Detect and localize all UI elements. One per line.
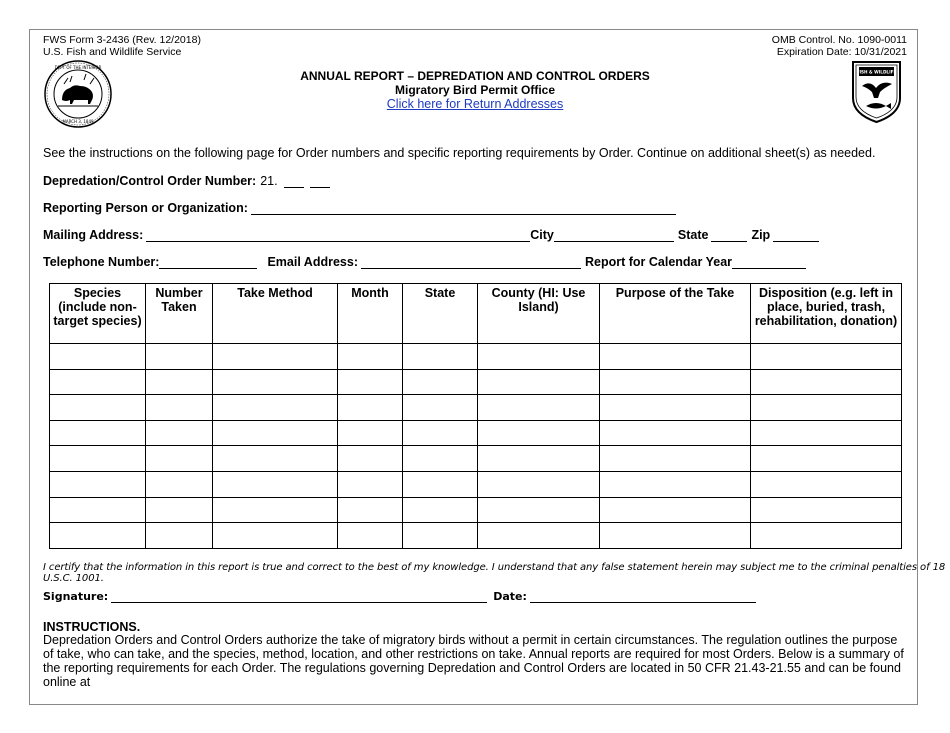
table-cell[interactable] [146,344,213,370]
telephone-label: Telephone Number: [43,255,160,269]
reporter-row [43,201,676,215]
table-cell[interactable] [600,395,751,421]
table-cell[interactable] [478,420,600,446]
table-cell[interactable] [403,523,478,549]
table-cell[interactable] [338,395,403,421]
table-cell[interactable] [403,344,478,370]
telephone-field[interactable] [159,257,257,269]
table-cell[interactable] [751,497,902,523]
table-cell[interactable] [213,471,338,497]
table-cell[interactable] [403,446,478,472]
signature-label: Signature: [43,590,109,603]
table-cell[interactable] [50,369,146,395]
table-cell[interactable] [600,471,751,497]
header-take-method: Take Method [213,284,338,344]
table-cell[interactable] [338,344,403,370]
table-cell[interactable] [213,523,338,549]
table-cell[interactable] [751,446,902,472]
take-report-table [49,283,902,549]
table-row [50,471,902,497]
svg-text:MARCH 3, 1849: MARCH 3, 1849 [62,119,94,124]
table-cell[interactable] [50,344,146,370]
table-cell[interactable] [478,395,600,421]
table-cell[interactable] [403,395,478,421]
mailing-row [43,228,819,242]
table-cell[interactable] [338,497,403,523]
table-cell[interactable] [751,420,902,446]
state-label: State [677,228,709,242]
order-number-label: Depredation/Control Order Number: [43,174,257,188]
state-field[interactable] [711,230,747,242]
table-row [50,523,902,549]
table-cell[interactable] [338,471,403,497]
header-purpose: Purpose of the Take [600,284,751,344]
table-cell[interactable] [478,446,600,472]
table-cell[interactable] [600,420,751,446]
mailing-label: Mailing Address: [43,228,144,242]
instructions-heading: INSTRUCTIONS. [43,620,141,634]
svg-text:FISH & WILDLIFE: FISH & WILDLIFE [856,69,897,75]
table-cell[interactable] [403,369,478,395]
email-field[interactable] [361,257,581,269]
table-cell[interactable] [50,420,146,446]
intro-text: See the instructions on the following page for Order numbers and specific reporting requirements by Order. Continue on additional sheet(s) as needed. [43,146,876,160]
table-cell[interactable] [213,344,338,370]
table-cell[interactable] [50,395,146,421]
header-species: Species (include non-target species) [50,284,146,344]
table-cell[interactable] [50,446,146,472]
table-cell[interactable] [50,523,146,549]
table-cell[interactable] [338,369,403,395]
city-label: City [530,228,554,242]
table-row [50,395,902,421]
table-cell[interactable] [600,523,751,549]
table-cell[interactable] [478,344,600,370]
table-cell[interactable] [213,420,338,446]
table-cell[interactable] [478,471,600,497]
table-cell[interactable] [600,369,751,395]
date-field[interactable] [530,591,756,603]
table-row [50,420,902,446]
header-number-taken: Number Taken [146,284,213,344]
table-cell[interactable] [50,471,146,497]
header-state: State [403,284,478,344]
table-cell[interactable] [751,395,902,421]
agency-name: U.S. Fish and Wildlife Service [43,46,182,58]
date-label: Date: [493,590,527,603]
instructions-body: Depredation Orders and Control Orders authorize the take of migratory birds without a permit in certain circumstances. The regulation outlines the purpose of take, who can take, and the species, method, location, and other restrictions on take. Annual reports are required for most Orders. Below is a summary of the reporting requirements for each Order. The regulations governing Depredation and Control Orders are located in 50 CFR 21.43-21.55 and can be found online at [43,633,904,689]
zip-label: Zip [751,228,771,242]
reporter-label: Reporting Person or Organization: [43,201,248,215]
order-number-row [43,174,330,188]
certification-statement: I certify that the information in this report is true and correct to the best of my knowledge. I understand that any false statement herein may subject me to the criminal penalties of 18 U.S.C. 1001. [43,562,946,584]
table-cell[interactable] [478,497,600,523]
table-cell[interactable] [146,523,213,549]
table-cell[interactable] [338,446,403,472]
table-cell[interactable] [338,420,403,446]
form-number: FWS Form 3-2436 (Rev. 12/2018) [43,34,201,46]
table-cell[interactable] [146,446,213,472]
header-disposition: Disposition (e.g. left in place, buried, trash, rehabilitation, donation) [751,284,902,344]
return-addresses-link[interactable]: Click here for Return Addresses [386,97,564,111]
table-cell[interactable] [600,446,751,472]
table-cell[interactable] [213,369,338,395]
table-cell[interactable] [50,497,146,523]
table-row [50,369,902,395]
table-row [50,497,902,523]
header-month: Month [338,284,403,344]
table-row [50,344,902,370]
mailing-field[interactable] [146,230,530,242]
fish-and-wildlife-service-logo-icon [850,58,903,124]
table-cell[interactable] [403,471,478,497]
header-county: County (HI: Use Island) [478,284,600,344]
omb-control-number: OMB Control. No. 1090-0011 [771,34,907,46]
table-cell[interactable] [751,344,902,370]
order-number-field-1[interactable] [284,176,304,188]
zip-field[interactable] [773,230,819,242]
calendar-year-field[interactable] [732,257,806,269]
form-title: ANNUAL REPORT – DEPREDATION AND CONTROL ORDERS [300,69,650,83]
table-cell[interactable] [146,497,213,523]
table-cell[interactable] [146,395,213,421]
table-cell[interactable] [403,420,478,446]
table-cell[interactable] [146,369,213,395]
order-number-field-2[interactable] [310,176,330,188]
table-header-row [50,284,902,344]
table-cell[interactable] [146,471,213,497]
table-cell[interactable] [478,523,600,549]
signature-row [43,590,756,603]
table-cell[interactable] [146,420,213,446]
table-row [50,446,902,472]
table-cell[interactable] [751,471,902,497]
department-of-interior-seal-icon [44,60,112,128]
table-cell[interactable] [478,369,600,395]
table-cell[interactable] [403,497,478,523]
signature-field[interactable] [111,591,487,603]
table-cell[interactable] [213,497,338,523]
order-number-prefix: 21. [260,174,278,188]
table-cell[interactable] [751,523,902,549]
table-cell[interactable] [751,369,902,395]
form-subtitle: Migratory Bird Permit Office [394,83,556,97]
table-cell[interactable] [213,446,338,472]
table-cell[interactable] [338,523,403,549]
city-field[interactable] [554,230,674,242]
omb-info [772,34,907,58]
expiration-date: Expiration Date: 10/31/2021 [776,46,907,58]
table-cell[interactable] [600,497,751,523]
table-cell[interactable] [600,344,751,370]
calendar-year-label: Report for Calendar Year [585,255,733,269]
reporter-field[interactable] [251,203,676,215]
svg-text:DEPT OF THE INTERIOR: DEPT OF THE INTERIOR [54,65,102,70]
email-label: Email Address: [267,255,358,269]
table-cell[interactable] [213,395,338,421]
title-block [200,69,750,111]
form-identifier [43,34,201,58]
contact-row [43,255,806,269]
